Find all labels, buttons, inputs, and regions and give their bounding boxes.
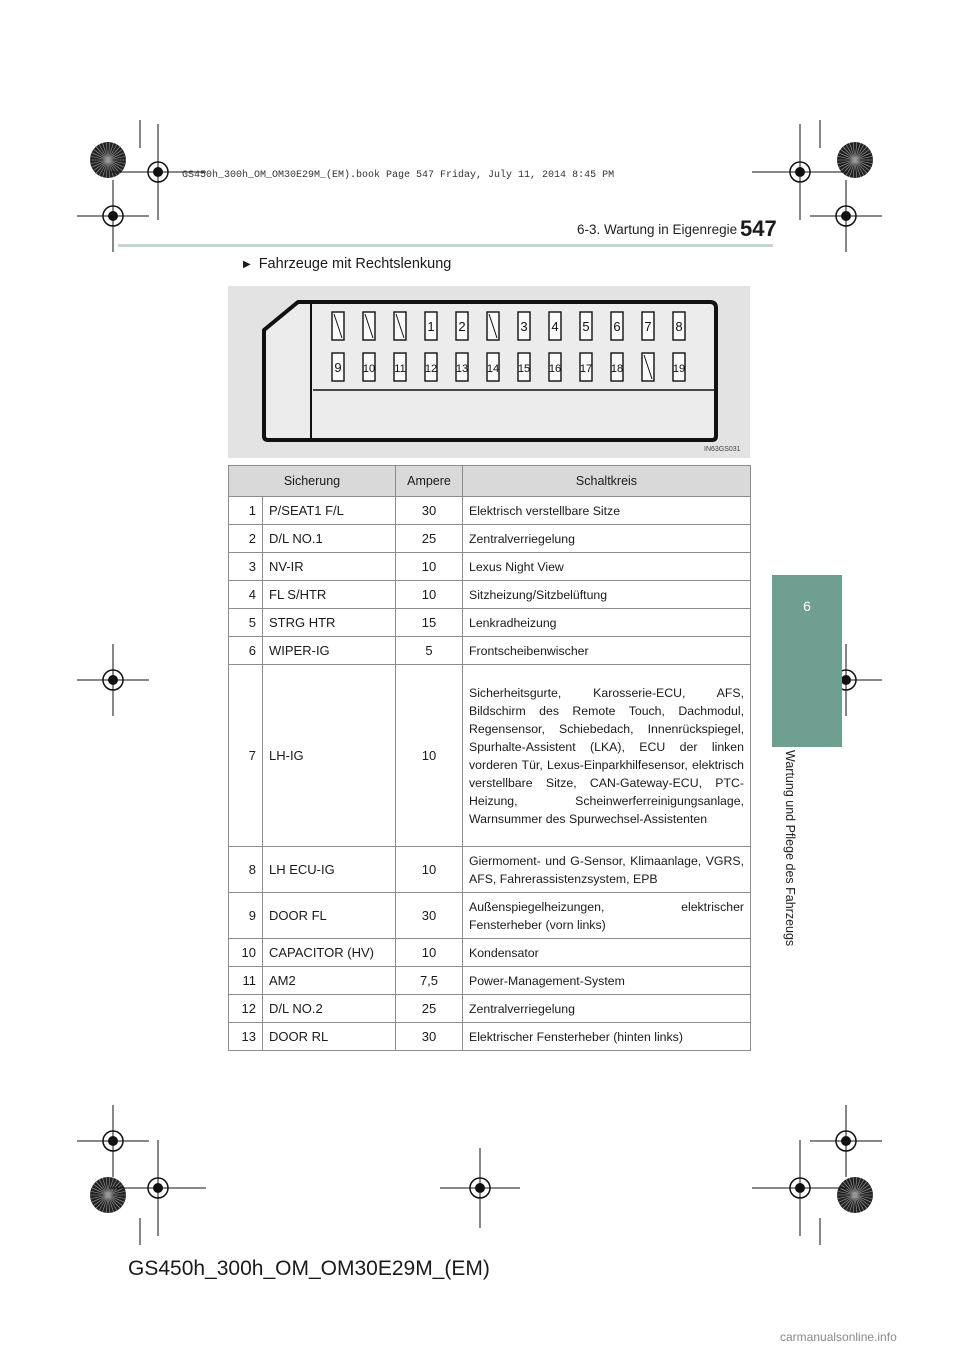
subheading	[243, 256, 451, 272]
fuse-number: 6	[229, 637, 263, 665]
fuse-circuit: Sicherheitsgurte, Karosserie-ECU, AFS, Bildschirm des Remote Touch, Dachmodul, Regensensor, Schiebedach, Innenrückspiegel, Spurhalte-Assistent (LKA), ECU der linken vorderen Tür, Lexus-Einparkhilfesensor, elektrisch verstellbare Sitze, CAN-Gateway-ECU, PTC-Heizung, Scheinwerferreinigungsanlage, Warnsummer des Spurwechsel-Assistenten	[463, 665, 751, 847]
triangle-bullet-icon: ▶	[243, 259, 251, 270]
fuse-ampere: 10	[396, 553, 463, 581]
table-row	[229, 939, 751, 967]
fuse-circuit: Sitzheizung/Sitzbelüftung	[463, 581, 751, 609]
fuse-name: NV-IR	[263, 553, 396, 581]
header-ampere: Ampere	[396, 466, 463, 497]
top-row-fuse-label: 2	[458, 319, 466, 334]
top-row-fuse-label: 6	[613, 319, 621, 334]
header-circuit: Schaltkreis	[463, 466, 751, 497]
registration-dot	[841, 1136, 851, 1146]
fuse-number: 8	[229, 847, 263, 893]
fuse-name: D/L NO.2	[263, 995, 396, 1023]
table-row	[229, 847, 751, 893]
fuse-name: AM2	[263, 967, 396, 995]
table-header-row	[229, 466, 751, 497]
fuse-circuit: Giermoment- und G-Sensor, Klimaanlage, VGRS, AFS, Fahrerassistenzsystem, EPB	[463, 847, 751, 893]
table-row	[229, 893, 751, 939]
registration-dot	[108, 675, 118, 685]
fuse-number: 11	[229, 967, 263, 995]
table-row	[229, 637, 751, 665]
bottom-row-fuse-label: 19	[672, 363, 686, 375]
bottom-row-fuse-label: 10	[362, 363, 376, 375]
bottom-row-fuse-label: 12	[424, 363, 438, 375]
registration-dot	[153, 167, 163, 177]
top-row-fuse-label: 5	[582, 319, 590, 334]
fuse-circuit: Elektrischer Fensterheber (hinten links)	[463, 1023, 751, 1051]
table-row	[229, 525, 751, 553]
table-row	[229, 497, 751, 525]
registration-dot	[153, 1183, 163, 1193]
registration-dot	[108, 1136, 118, 1146]
watermark: carmanualsonline.info	[780, 1330, 897, 1344]
footer-model-code: GS450h_300h_OM_OM30E29M_(EM)	[128, 1257, 490, 1280]
fuse-ampere: 25	[396, 995, 463, 1023]
top-row-fuse-label: 7	[644, 319, 652, 334]
table-row	[229, 553, 751, 581]
fuse-name: LH-IG	[263, 665, 396, 847]
fuse-number: 10	[229, 939, 263, 967]
fuse-name: LH ECU-IG	[263, 847, 396, 893]
fuse-number: 4	[229, 581, 263, 609]
chapter-title-vertical	[777, 750, 807, 960]
chapter-number: 6	[803, 598, 811, 614]
bottom-row-fuse-label: 15	[517, 363, 531, 375]
fuse-number: 3	[229, 553, 263, 581]
fuse-number: 5	[229, 609, 263, 637]
bottom-row-fuse-label: 11	[394, 363, 406, 375]
subheading-text: Fahrzeuge mit Rechtslenkung	[258, 256, 452, 272]
top-row-fuse-label: 8	[675, 319, 683, 334]
fuse-name: DOOR FL	[263, 893, 396, 939]
fuse-name: DOOR RL	[263, 1023, 396, 1051]
fuse-name: WIPER-IG	[263, 637, 396, 665]
fuse-box-drawing	[228, 286, 750, 458]
fuse-number: 12	[229, 995, 263, 1023]
diagram-image-code: IN63GS031	[704, 446, 741, 453]
registration-dot	[795, 167, 805, 177]
registration-dot	[795, 1183, 805, 1193]
fuse-number: 9	[229, 893, 263, 939]
table-row	[229, 609, 751, 637]
fuse-ampere: 10	[396, 581, 463, 609]
fuse-ampere: 5	[396, 637, 463, 665]
fuse-ampere: 15	[396, 609, 463, 637]
top-row-fuse-label: 4	[551, 319, 559, 334]
fuse-circuit: Außenspiegelheizungen, elektrischer Fensterheber (vorn links)	[463, 893, 751, 939]
book-file-line: GS450h_300h_OM_OM30E29M_(EM).book Page 547 Friday, July 11, 2014 8:45 PM	[182, 170, 615, 181]
fuse-ampere: 30	[396, 893, 463, 939]
fuse-circuit: Power-Management-System	[463, 967, 751, 995]
fuse-number: 1	[229, 497, 263, 525]
fuse-ampere: 30	[396, 1023, 463, 1051]
fuse-ampere: 25	[396, 525, 463, 553]
page-number: 547	[740, 216, 777, 241]
bottom-row-fuse-label: 14	[486, 363, 500, 375]
fuse-ampere: 7,5	[396, 967, 463, 995]
section-title: 6-3. Wartung in Eigenregie	[577, 222, 738, 237]
bottom-row-fuse-label: 17	[579, 363, 593, 375]
table-row	[229, 1023, 751, 1051]
table-row	[229, 995, 751, 1023]
table-row	[229, 967, 751, 995]
registration-dot	[841, 675, 851, 685]
fuse-circuit: Elektrisch verstellbare Sitze	[463, 497, 751, 525]
top-row-fuse-label: 1	[427, 319, 435, 334]
header-fuse: Sicherung	[229, 466, 396, 497]
fuse-circuit: Lexus Night View	[463, 553, 751, 581]
fuse-number: 2	[229, 525, 263, 553]
fuse-ampere: 10	[396, 665, 463, 847]
bottom-row-fuse-label: 9	[334, 360, 342, 375]
fuse-name: STRG HTR	[263, 609, 396, 637]
bottom-row-fuse-label: 18	[610, 363, 624, 375]
registration-dot	[475, 1183, 485, 1193]
fuse-name: CAPACITOR (HV)	[263, 939, 396, 967]
fuse-name: FL S/HTR	[263, 581, 396, 609]
table-row	[229, 581, 751, 609]
fuse-number: 13	[229, 1023, 263, 1051]
top-row-fuse-label: 3	[520, 319, 528, 334]
fuse-name: P/SEAT1 F/L	[263, 497, 396, 525]
bottom-row-fuse-label: 16	[548, 363, 562, 375]
fuse-circuit: Zentralverriegelung	[463, 995, 751, 1023]
fuse-circuit: Frontscheibenwischer	[463, 637, 751, 665]
fuse-name: D/L NO.1	[263, 525, 396, 553]
registration-dot	[108, 211, 118, 221]
fuse-ampere: 10	[396, 847, 463, 893]
header-rule	[118, 244, 773, 247]
fuse-circuit: Kondensator	[463, 939, 751, 967]
fuse-table	[228, 465, 751, 1051]
fuse-ampere: 30	[396, 497, 463, 525]
fuse-ampere: 10	[396, 939, 463, 967]
registration-dot	[841, 211, 851, 221]
chapter-title: Wartung und Pflege des Fahrzeugs	[783, 750, 797, 947]
fuse-circuit: Zentralverriegelung	[463, 525, 751, 553]
fuse-number: 7	[229, 665, 263, 847]
bottom-row-fuse-label: 13	[455, 363, 469, 375]
fuse-box-diagram	[228, 286, 750, 458]
fuse-table-body	[229, 497, 751, 1051]
fuse-circuit: Lenkradheizung	[463, 609, 751, 637]
table-row	[229, 665, 751, 847]
